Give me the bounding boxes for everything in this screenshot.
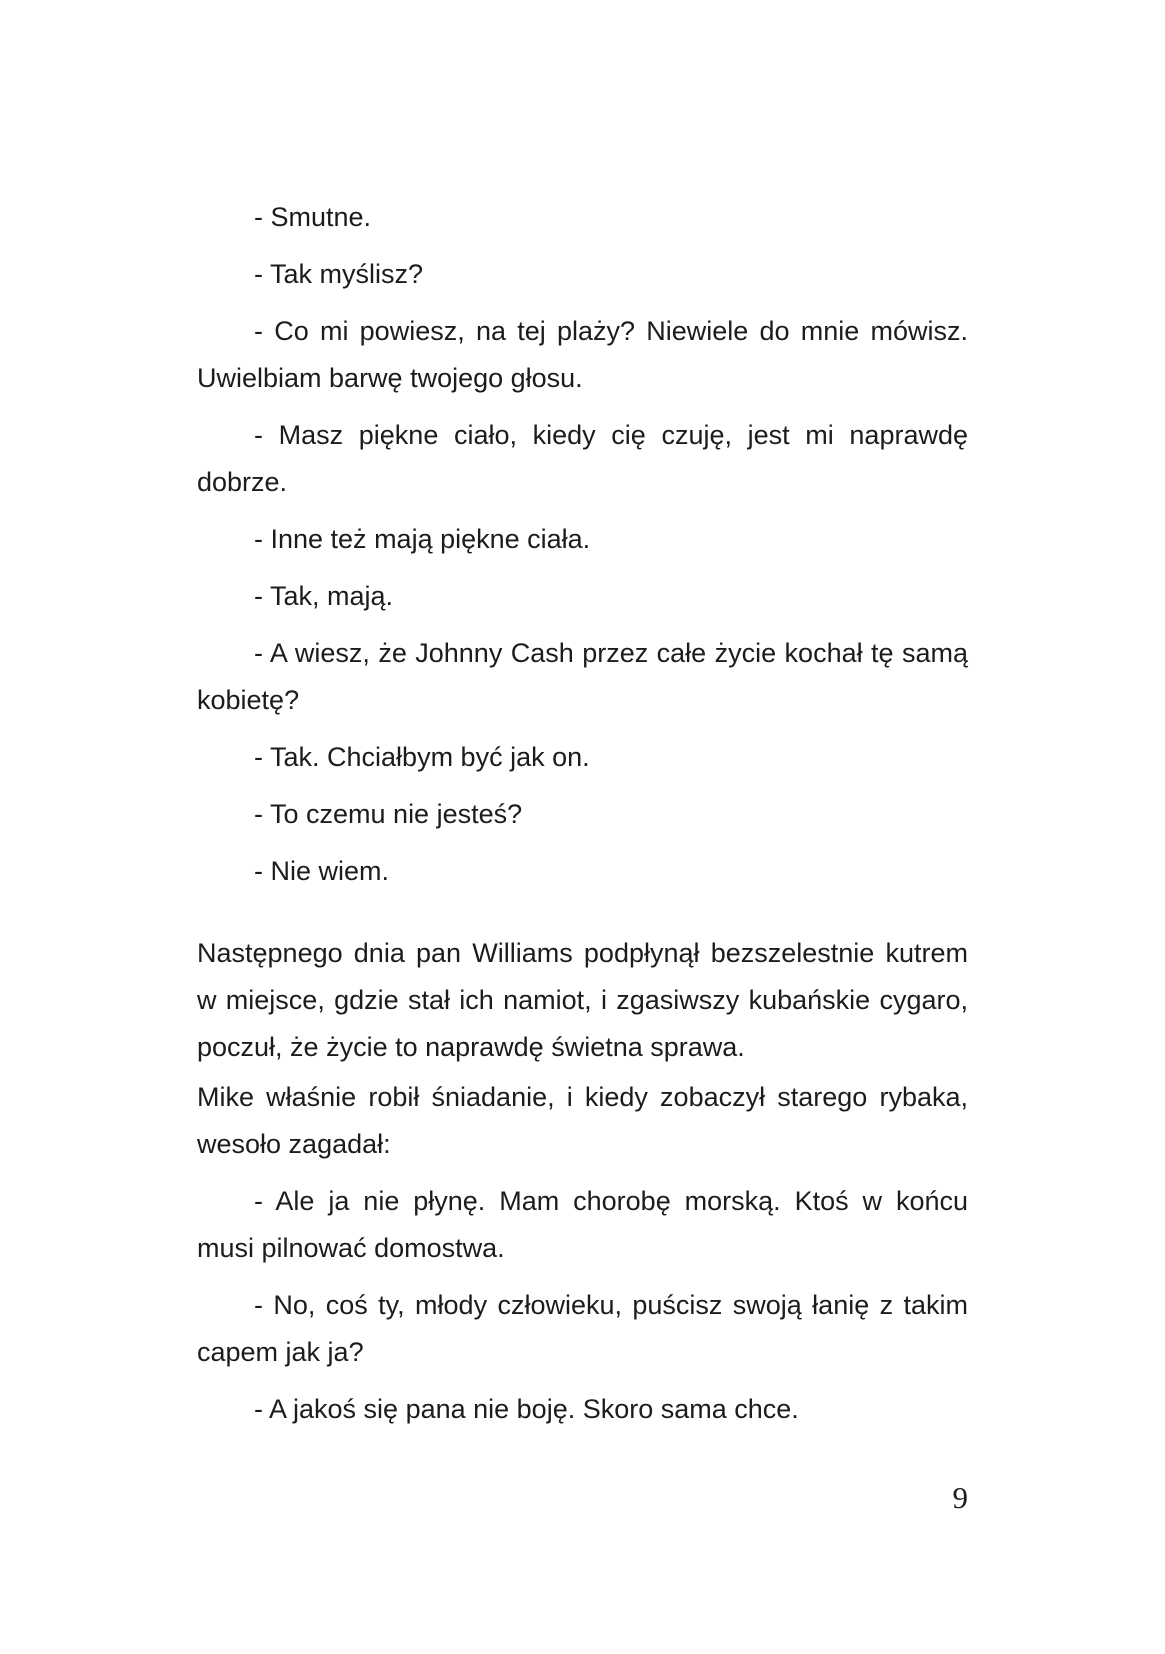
dialogue-line: - Inne też mają piękne ciała. (254, 524, 591, 554)
dialogue-line: - A wiesz, że Johnny Cash przez całe życie kochał tę samą kobietę? (197, 638, 968, 715)
page-number: 9 (952, 1480, 968, 1515)
narration-paragraph: Mike właśnie robił śniadanie, i kiedy zobaczył starego rybaka, wesoło zagadał: (197, 1082, 968, 1159)
dialogue-line: - Tak myślisz? (254, 259, 424, 289)
dialogue-line: - Tak, mają. (254, 581, 394, 611)
dialogue-line: - Masz piękne ciało, kiedy cię czuję, jest mi naprawdę dobrze. (197, 420, 968, 497)
narration-paragraph: Następnego dnia pan Williams podpłynął bezszelestnie kutrem w miejsce, gdzie stał ich namiot, i zgasiwszy kubańskie cygaro, poczuł, że życie to naprawdę świetna sprawa. (197, 938, 968, 1062)
dialogue-line: - Nie wiem. (254, 856, 390, 886)
dialogue-line: - A jakoś się pana nie boję. Skoro sama chce. (254, 1394, 799, 1424)
dialogue-line: - Tak. Chciałbym być jak on. (254, 742, 590, 772)
dialogue-line: - Smutne. (254, 202, 372, 232)
page-body (197, 194, 968, 1433)
dialogue-line: - No, coś ty, młody człowieku, puścisz swoją łanię z takim capem jak ja? (197, 1290, 968, 1367)
dialogue-line: - Co mi powiesz, na tej plaży? Niewiele do mnie mówisz. Uwielbiam barwę twojego głosu. (197, 316, 968, 393)
dialogue-line: - To czemu nie jesteś? (254, 799, 523, 829)
dialogue-line: - Ale ja nie płynę. Mam chorobę morską. Ktoś w końcu musi pilnować domostwa. (197, 1186, 968, 1263)
